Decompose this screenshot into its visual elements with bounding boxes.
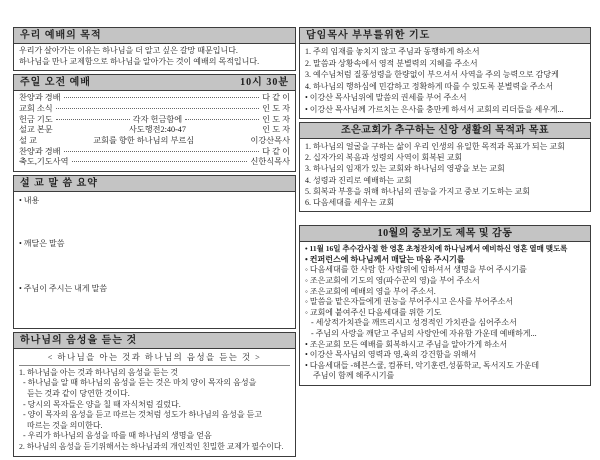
sermon-summary-section xyxy=(13,175,296,328)
prayer-line: 2. 말씀과 상황속에서 영적 분별력의 지혜를 주소서 xyxy=(305,58,478,68)
section-body xyxy=(300,139,590,211)
intercession-line: • 컨퍼런스에 하나님께서 매달는 마음 주시기를 xyxy=(305,254,465,264)
row-value: 신한식목사 xyxy=(250,157,290,167)
section-title: 우리 예배의 목적 xyxy=(14,28,295,44)
table-row xyxy=(19,104,290,115)
intercession-line: 주님이 함께 해주시기를 xyxy=(305,371,395,381)
section-body xyxy=(14,192,295,327)
hearing-gods-voice-section xyxy=(13,332,296,457)
intercession-line: ◦ 말씀을 맡은자들에게 권능을 부어주시고 은사를 부어주소서 xyxy=(305,297,514,307)
october-intercession-section xyxy=(299,225,591,386)
intercession-line: • 11월 16일 추수감사절 한 영혼 초청잔치에 하나님께서 예비하신 영혼 열매 맺도록 xyxy=(305,244,568,254)
worship-purpose-section xyxy=(13,27,296,71)
row-label: 설교 본문 xyxy=(19,125,53,135)
dotted-leader xyxy=(72,161,248,162)
intercession-line: • 조은교회 모든 예배를 회복하시고 주님을 알아가게 하소서 xyxy=(305,339,508,349)
table-row xyxy=(19,115,290,126)
prayer-line: 1. 주의 임재를 놓치지 않고 주님과 동행하게 하소서 xyxy=(305,47,480,56)
dotted-leader xyxy=(56,119,130,120)
intercession-line: • 다음세대들 -헤븐스쿨, 컴퓨터, 악기훈련,성품학교, 독서지도 가운데 xyxy=(305,360,540,370)
table-row xyxy=(19,93,290,104)
section-title: 조은교회가 추구하는 신앙 생활의 목적과 목표 xyxy=(300,123,590,139)
intercession-line: - 주님의 사랑을 깨닫고 주님의 사랑안에 자유함 가운데 예배하게... xyxy=(305,328,537,338)
text-line: 따르는 것을 의미한다. xyxy=(19,420,103,430)
goal-line: 1. 하나님의 얼굴을 구하는 삶이 우리 인생의 유일한 목적과 목표가 되는 교회 xyxy=(305,142,565,151)
intercession-line: ◦ 조은교회에 예배의 영을 부어 주소서. xyxy=(305,286,436,296)
row-detail: 사도행전2:40-47 xyxy=(128,125,186,135)
text-line: - 하나님을 알 때 하나님의 음성을 듣는 것은 마치 양이 목자의 음성을 xyxy=(19,378,257,388)
row-label: 찬양과 경배 xyxy=(19,146,61,156)
row-value: 인 도 자 xyxy=(262,125,290,135)
text-line: 듣는 것과 같이 당연한 것이다. xyxy=(19,389,130,399)
goal-line: 2. 십자가의 복음과 성령의 사역이 회복된 교회 xyxy=(305,153,463,163)
section-body xyxy=(14,349,295,456)
section-title xyxy=(14,75,295,91)
row-label: 설 교 xyxy=(19,136,37,145)
section-title: 설 교 말 씀 요약 xyxy=(14,176,295,192)
section-subtitle: < 하나님을 아는 것과 하나님의 음성을 듣는 것 > xyxy=(19,351,290,366)
section-title: 하나님의 음성을 듣는 것 xyxy=(14,333,295,349)
row-value: 다 같 이 xyxy=(262,146,290,156)
service-order-table xyxy=(14,91,295,171)
prayer-line: • 이강산 목사님께 가르치는 은사를 충만케 하셔서 교회의 리더들을 세우게... xyxy=(305,104,564,114)
summary-item: • 주님이 주시는 내게 말씀 xyxy=(19,283,108,293)
row-detail: 각자 헌금함에 xyxy=(132,114,183,124)
church-goals-section xyxy=(299,122,591,212)
service-title: 주일 오전 예배 xyxy=(20,77,91,89)
section-title: 담임목사 부부를위한 기도 xyxy=(300,28,590,44)
right-column xyxy=(299,27,591,389)
dotted-leader xyxy=(185,119,259,120)
left-column xyxy=(13,27,296,460)
goal-line: 6. 다음세대를 세우는 교회 xyxy=(305,198,395,208)
row-value: 인 도 자 xyxy=(262,114,290,124)
service-time: 10시 30분 xyxy=(240,77,289,89)
row-label: 축도,기도사역 xyxy=(19,157,69,167)
prayer-line: 4. 하나님의 행하심에 민감하고 정확하게 따를 수 있도록 분별력을 주소서 xyxy=(305,81,554,91)
table-row xyxy=(19,157,290,168)
sunday-service-section xyxy=(13,74,296,172)
section-body xyxy=(300,242,590,385)
dotted-leader xyxy=(56,108,259,109)
text-line: 하나님을 만나 교제함으로 하나님을 알아가는 것이 예배의 목적입니다. xyxy=(19,56,260,66)
text-line: 우리가 살아가는 이유는 하나님을 더 알고 싶은 갈망 때문입니다. xyxy=(19,46,238,55)
row-label: 교회 소식 xyxy=(19,103,53,113)
text-line: - 우리가 하나님의 음성을 따를 때 하나님의 생명을 얻음 xyxy=(19,431,212,441)
row-detail: 교회를 향한 하나님의 부르심 xyxy=(93,136,195,145)
intercession-line: • 이강산 목사님의 영력과 영,육의 강건함을 위해서 xyxy=(305,350,477,360)
dotted-leader xyxy=(64,97,260,98)
text-line: - 양이 목자의 음성을 듣고 따르는 것처럼 성도가 하나님의 음성을 듣고 xyxy=(19,410,263,420)
intercession-line: - 세상적가치관을 깨뜨리시고 성경적인 가치관을 심어주소서 xyxy=(305,318,517,328)
text-line: - 당시의 목자들은 양을 칠 때 자식처럼 길렀다. xyxy=(19,399,181,409)
goal-line: 3. 하나님의 임재가 있는 교회와 하나님의 영광을 보는 교회 xyxy=(305,164,505,174)
pastor-couple-prayer-section xyxy=(299,27,591,119)
text-line: 1. 하나님을 아는 것과 하나님의 음성을 듣는 것 xyxy=(19,367,179,377)
row-value: 다 같 이 xyxy=(262,93,290,103)
summary-item: • 내용 xyxy=(19,196,40,206)
intercession-line: ◦ 조은교회에 기도의 영(파수꾼의 영)을 부어 주소서 xyxy=(305,276,480,285)
table-row xyxy=(19,125,290,136)
dotted-leader xyxy=(64,151,260,152)
section-title: 10월의 중보기도 제목 및 감동 xyxy=(300,226,590,242)
row-label: 헌금 기도 xyxy=(19,114,53,124)
section-body xyxy=(14,44,295,70)
summary-item: • 깨달은 말씀 xyxy=(19,238,65,248)
text-line: 2. 하나님의 음성을 듣기위해서는 하나님과의 개인적인 친밀한 교제가 필수이다. xyxy=(19,442,284,451)
intercession-line: ◦ 교회에 붙여주신 다음세대를 위한 기도 xyxy=(305,307,442,317)
table-row xyxy=(19,147,290,158)
intercession-line: ◦ 다음세대를 한 사람 한 사람위에 임하셔서 생명을 부어 주시기를 xyxy=(305,265,527,275)
row-value: 이강산목사 xyxy=(250,136,290,145)
row-value: 인 도 자 xyxy=(262,103,290,113)
prayer-line: • 이강산 목사님위에 말씀의 권세를 부어 주소서 xyxy=(305,93,467,102)
prayer-line: 3. 예수님처럼 질풍성령을 한량없이 부으셔서 사역을 주의 능력으로 감당케 xyxy=(305,70,559,79)
section-body xyxy=(300,44,590,118)
goal-line: 4. 성령과 진리로 예배하는 교회 xyxy=(305,175,412,185)
goal-line: 5. 회복과 부흥을 위해 하나님의 권능을 가지고 중보 기도하는 교회 xyxy=(305,186,530,196)
table-row xyxy=(19,136,290,147)
row-label: 찬양과 경배 xyxy=(19,93,61,103)
